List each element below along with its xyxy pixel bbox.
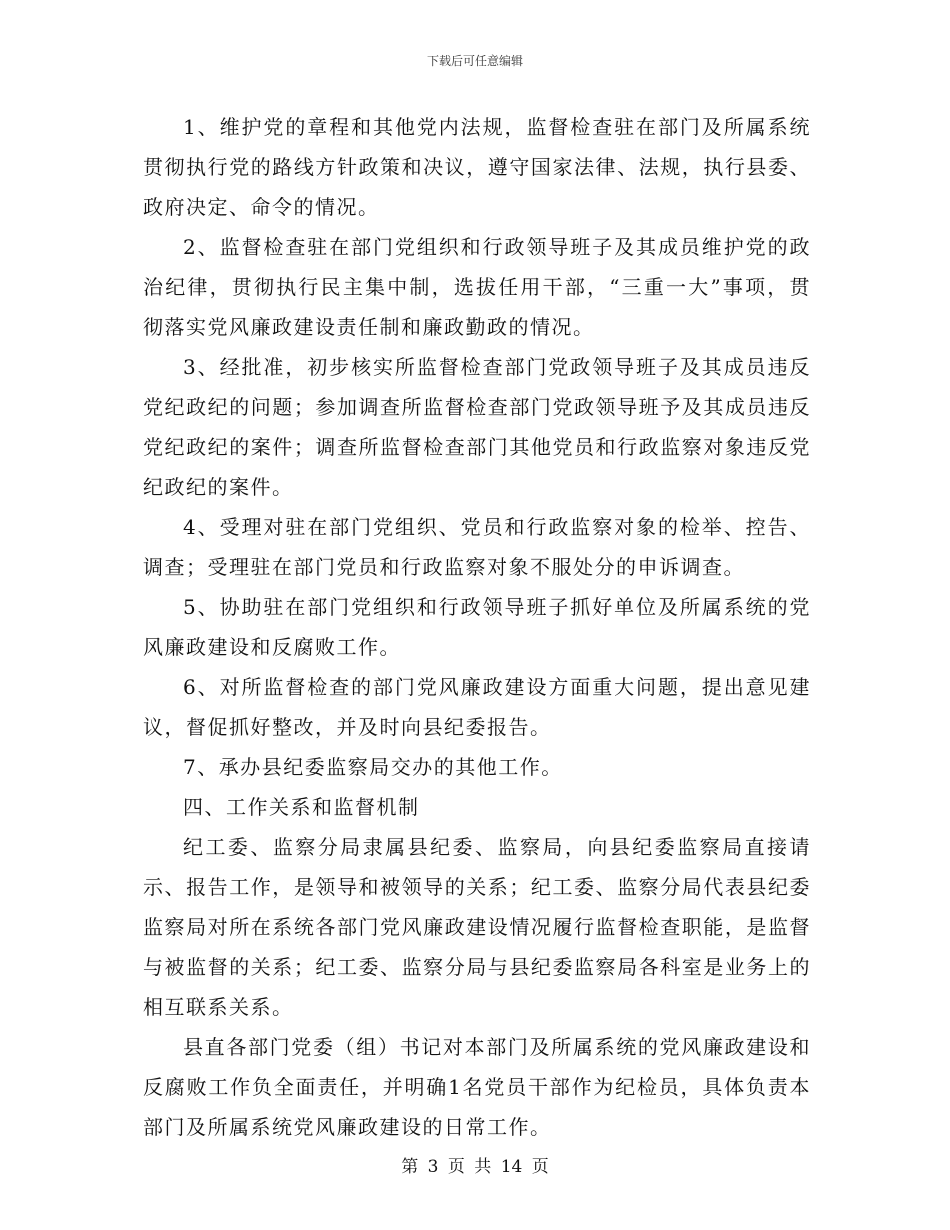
paragraph-item-5: 5、协助驻在部门党组织和行政领导班子抓好单位及所属系统的党风廉政建设和反腐败工作。 — [143, 595, 811, 659]
paragraph-item-2: 2、监督检查驻在部门党组织和行政领导班子及其成员维护党的政治纪律，贯彻执行民主集中制，选拔任用干部，“三重一大”事项，贯彻落实党风廉政建设责任制和廉政勤政的情况。 — [143, 235, 811, 339]
section-heading: 四、工作关系和监督机制 — [183, 795, 420, 819]
paragraph-item-1: 1、维护党的章程和其他党内法规，监督检查驻在部门及所属系统贯彻执行党的路线方针政策和决议，遵守国家法律、法规，执行县委、政府决定、命令的情况。 — [143, 115, 811, 219]
paragraph-work-relations: 纪工委、监察分局隶属县纪委、监察局，向县纪委监察局直接请示、报告工作，是领导和被领导的关系；纪工委、监察分局代表县纪委监察局对所在系统各部门党风廉政建设情况履行监督检查职能，是监督与被监督的关系；纪工委、监察分局与县纪委监察局各科室是业务上的相互联系关系。 — [143, 835, 811, 1019]
paragraph-responsibility: 县直各部门党委（组）书记对本部门及所属系统的党风廉政建设和反腐败工作负全面责任，并明确1名党员干部作为纪检员，具体负责本部门及所属系统党风廉政建设的日常工作。 — [143, 1035, 811, 1139]
paragraph-item-4: 4、受理对驻在部门党组织、党员和行政监察对象的检举、控告、调查；受理驻在部门党员和行政监察对象不服处分的申诉调查。 — [143, 515, 811, 579]
page-header: 下载后可任意编辑 — [426, 54, 523, 68]
paragraph-item-6: 6、对所监督检查的部门党风廉政建设方面重大问题，提出意见建议，督促抓好整改，并及时向县纪委报告。 — [143, 675, 811, 739]
paragraph-item-7: 7、承办县纪委监察局交办的其他工作。 — [183, 755, 563, 779]
paragraph-item-3: 3、经批准，初步核实所监督检查部门党政领导班子及其成员违反党纪政纪的问题；参加调查所监督检查部门党政领导班予及其成员违反党纪政纪的案件；调查所监督检查部门其他党员和行政监察对象违反党纪政纪的案件。 — [143, 355, 811, 499]
page-number: 第 3 页 共 14 页 — [401, 1157, 549, 1177]
document-body — [143, 107, 811, 1147]
